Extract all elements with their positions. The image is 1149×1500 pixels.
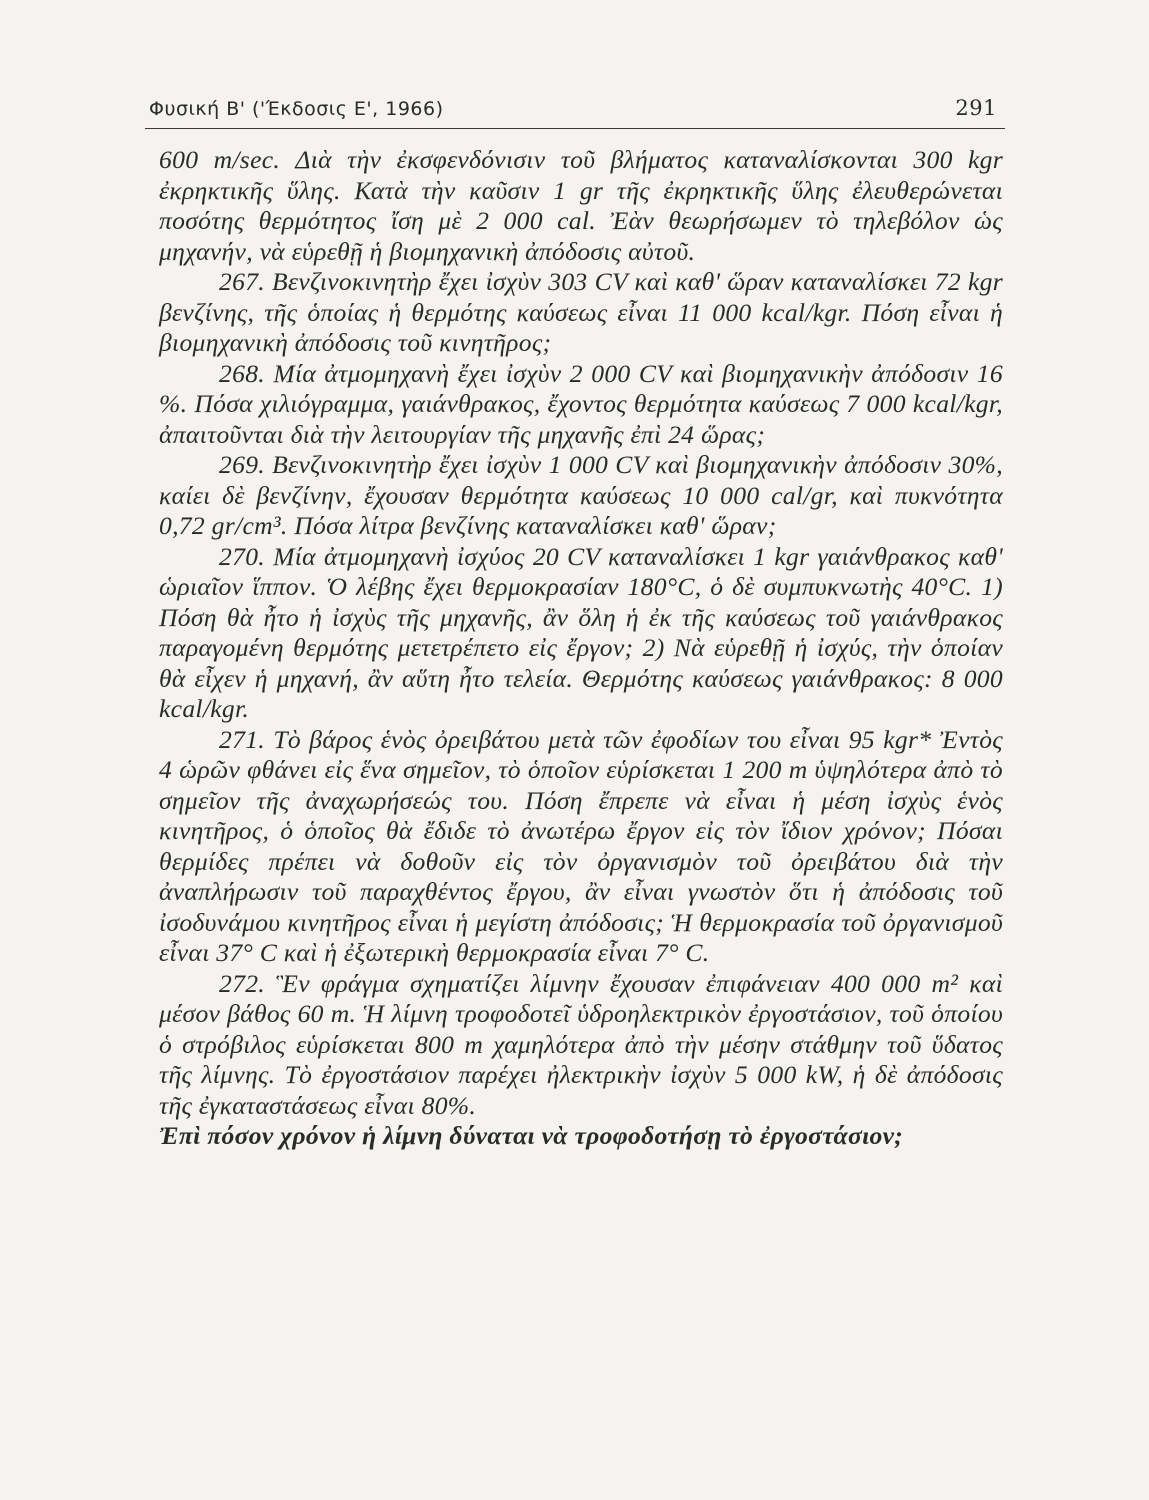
page-body xyxy=(145,145,1005,1152)
page-number: 291 xyxy=(955,96,997,120)
problem-272-question: Ἐπὶ πόσον χρόνον ἡ λίμνη δύναται νὰ τροφοδοτήσῃ τὸ ἐργοστάσιον; xyxy=(159,1121,904,1150)
running-title: Φυσική Β' ('Έκδοσις Ε', 1966) xyxy=(149,98,444,120)
running-header xyxy=(145,96,1005,129)
problem-272: 272. Ἓν φράγμα σχηματίζει λίμνην ἔχουσαν ἐπιφάνειαν 400 000 m² καὶ μέσον βάθος 60 m. Ἡ λίμνη τροφοδοτεῖ ὑδροηλεκτρικὸν ἐργοστάσιον, τοῦ ὁποίου ὁ στρόβιλος εὑρίσκεται 800 m χαμηλότερα ἀπὸ τὴν μέσην στάθμην τοῦ ὕδατος τῆς λίμνης. Τὸ ἐργοστάσιον παρέχει ἠλεκτρικὴν ἰσχὺν 5 000 kW, ἡ δὲ ἀπόδοσις τῆς ἐγκαταστάσεως εἶναι 80%. xyxy=(159,968,1003,1120)
problem-268: 268. Μία ἀτμομηχανὴ ἔχει ἰσχὺν 2 000 CV καὶ βιομηχανικὴν ἀπόδοσιν 16 %. Πόσα χιλιόγραμμα, γαιάνθρακος, ἔχοντος θερμότητα καύσεως 7 000 kcal/kgr, ἀπαιτοῦνται διὰ τὴν λειτουργίαν τῆς μηχανῆς ἐπὶ 24 ὥρας; xyxy=(159,358,1003,449)
problem-269: 269. Βενζινοκινητὴρ ἔχει ἰσχὺν 1 000 CV καὶ βιομηχανικὴν ἀπόδοσιν 30%, καίει δὲ βενζίνην, ἔχουσαν θερμότητα καύσεως 10 000 cal/gr, καὶ πυκνότητα 0,72 gr/cm³. Πόσα λίτρα βενζίνης καταναλίσκει καθ' ὥραν; xyxy=(159,450,1003,540)
problem-270: 270. Μία ἀτμομηχανὴ ἰσχύος 20 CV καταναλίσκει 1 kgr γαιάνθρακος καθ' ὡριαῖον ἵππον. Ὁ λέβης ἔχει θερμοκρασίαν 180°C, ὁ δὲ συμπυκνωτὴς 40°C. 1) Πόση θὰ ἦτο ἡ ἰσχὺς τῆς μηχανῆς, ἂν ὅλη ἡ ἐκ τῆς καύσεως τοῦ γαιάνθρακος παραγομένη θερμότης μετετρέπετο εἰς ἔργον; 2) Νὰ εὑρεθῇ ἡ ἰσχύς, τὴν ὁποίαν θὰ εἶχεν ἡ μηχανή, ἂν αὕτη ἦτο τελεία. Θερμότης καύσεως γαιάνθρακος: 8 000 kcal/kgr. xyxy=(159,541,1003,723)
problem-267: 267. Βενζινοκινητὴρ ἔχει ἰσχὺν 303 CV καὶ καθ' ὥραν καταναλίσκει 72 kgr βενζίνης, τῆς ὁποίας ἡ θερμότης καύσεως εἶναι 11 000 kcal/kgr. Πόση εἶναι ἡ βιομηχανικὴ ἀπόδοσις τοῦ κινητῆρος; xyxy=(159,267,1003,357)
problem-271: 271. Τὸ βάρος ἑνὸς ὀρειβάτου μετὰ τῶν ἐφοδίων του εἶναι 95 kgr* Ἐντὸς 4 ὡρῶν φθάνει εἰς ἕνα σημεῖον, τὸ ὁποῖον εὑρίσκεται 1 200 m ὑψηλότερα ἀπὸ τὸ σημεῖον τῆς ἀναχωρήσεώς του. Πόση ἔπρεπε νὰ εἶναι ἡ μέση ἰσχὺς ἑνὸς κινητῆρος, ὁ ὁποῖος θὰ ἔδιδε τὸ ἀνωτέρω ἔργον εἰς τὸν ἴδιον χρόνον; Πόσαι θερμίδες πρέπει νὰ δοθοῦν εἰς τὸν ὀργανισμὸν τοῦ ὀρειβάτου διὰ τὴν ἀναπλήρωσιν τοῦ παραχθέντος ἔργου, ἂν εἶναι γνωστὸν ὅτι ἡ ἀπόδοσις τοῦ ἰσοδυνάμου κινητῆρος εἶναι ἡ μεγίστη ἀπόδοσις; Ἡ θερμοκρασία τοῦ ὀργανισμοῦ εἶναι 37° C καὶ ἡ ἐξωτερικὴ θερμοκρασία εἶναι 7° C. xyxy=(159,724,1003,967)
problem-continuation: 600 m/sec. Διὰ τὴν ἐκσφενδόνισιν τοῦ βλήματος καταναλίσκονται 300 kgr ἐκρηκτικῆς ὕλης. Κατὰ τὴν καῦσιν 1 gr τῆς ἐκρηκτικῆς ὕλης ἐλευθερώνεται ποσότης θερμότητος ἴση μὲ 2 000 cal. Ἐὰν θεωρήσωμεν τὸ τηλεβόλον ὡς μηχανήν, νὰ εὑρεθῇ ἡ βιομηχανικὴ ἀπόδοσις αὐτοῦ. xyxy=(159,145,1003,266)
book-page xyxy=(145,96,1005,1152)
